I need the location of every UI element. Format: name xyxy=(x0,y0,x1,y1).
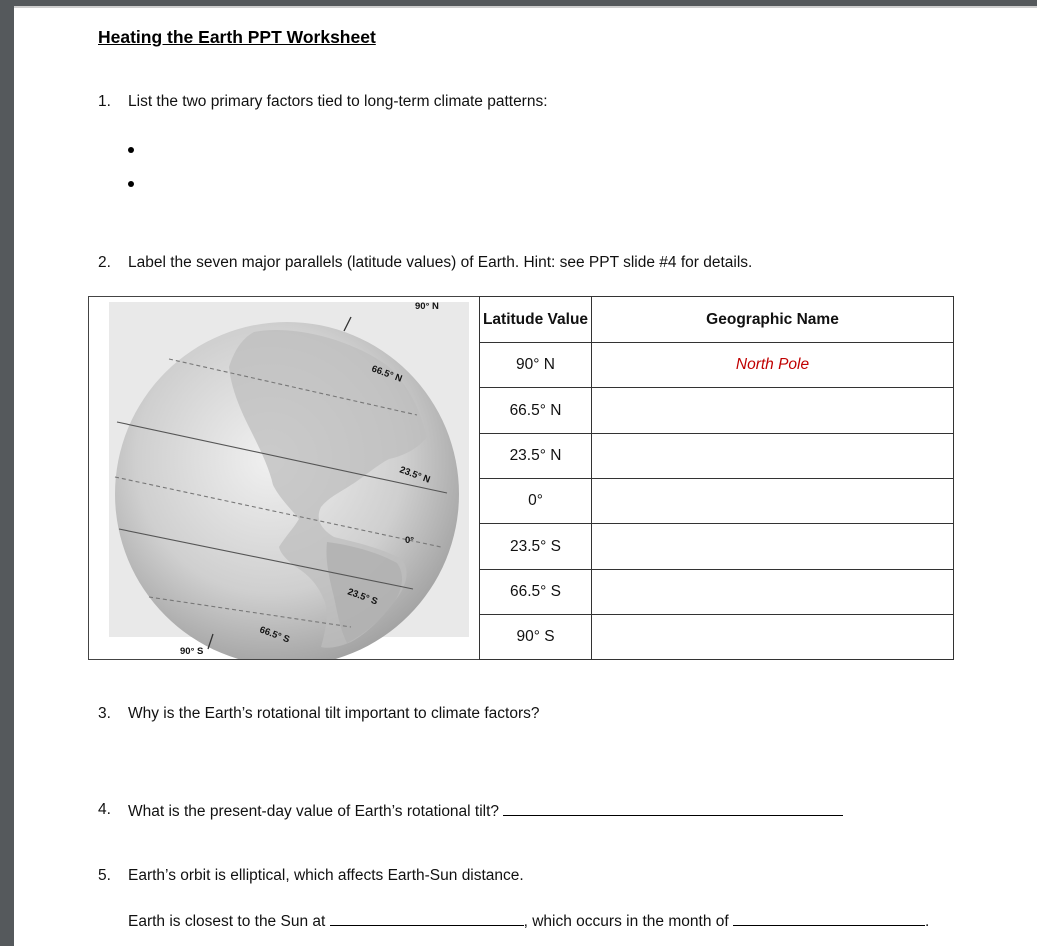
header-latitude-value: Latitude Value xyxy=(480,297,592,343)
globe-illustration xyxy=(89,297,481,659)
question-text: Why is the Earth’s rotational tilt important to climate factors? xyxy=(128,705,540,722)
table-row xyxy=(480,343,954,388)
table-row xyxy=(480,388,954,434)
table-row xyxy=(480,570,954,615)
table-header-row xyxy=(480,297,954,343)
latitude-cell: 66.5° S xyxy=(480,570,592,615)
table-row xyxy=(480,524,954,570)
label-equator: 0° xyxy=(405,535,415,546)
question-text: List the two primary factors tied to long-term climate patterns: xyxy=(128,93,548,110)
latitude-cell: 23.5° S xyxy=(480,524,592,570)
name-cell[interactable] xyxy=(592,479,954,524)
page-title: Heating the Earth PPT Worksheet xyxy=(98,27,376,47)
question-5-sentence xyxy=(128,911,929,931)
question-number: 4. xyxy=(98,801,111,818)
table-row xyxy=(480,615,954,660)
table-row xyxy=(480,434,954,479)
label-90n: 90° N xyxy=(415,301,439,312)
name-cell[interactable]: North Pole xyxy=(592,343,954,388)
latitude-cell: 23.5° N xyxy=(480,434,592,479)
latitude-cell: 90° S xyxy=(480,615,592,660)
answer-bullet-1 xyxy=(128,147,134,153)
name-cell[interactable] xyxy=(592,615,954,660)
name-cell[interactable] xyxy=(592,570,954,615)
label-66-5s: 66.5° S xyxy=(257,624,292,646)
sentence-end: . xyxy=(924,913,930,930)
question-4-line xyxy=(128,801,843,821)
table-row xyxy=(480,479,954,524)
question-text: Earth’s orbit is elliptical, which affects Earth-Sun distance. xyxy=(128,867,524,884)
label-66-5n: 66.5° N xyxy=(369,363,404,385)
answer-bullet-2 xyxy=(128,181,134,187)
question-number: 5. xyxy=(98,867,111,884)
globe-figure xyxy=(88,296,481,660)
question-number: 3. xyxy=(98,705,111,722)
question-text: What is the present-day value of Earth’s rotational tilt? xyxy=(128,803,500,820)
question-text: Label the seven major parallels (latitude values) of Earth. Hint: see PPT slide #4 for details. xyxy=(128,254,753,271)
label-23-5n: 23.5° N xyxy=(397,464,432,486)
header-geographic-name: Geographic Name xyxy=(592,297,954,343)
question-number: 2. xyxy=(98,254,111,271)
latitude-cell: 66.5° N xyxy=(480,388,592,434)
worksheet-page xyxy=(14,6,1037,946)
name-cell[interactable] xyxy=(592,388,954,434)
closest-text: Earth is closest to the Sun at xyxy=(128,913,326,930)
latitude-table xyxy=(479,296,954,660)
latitude-cell: 0° xyxy=(480,479,592,524)
name-cell[interactable] xyxy=(592,524,954,570)
name-cell[interactable] xyxy=(592,434,954,479)
month-text: , which occurs in the month of xyxy=(523,913,729,930)
closest-term-blank[interactable] xyxy=(330,911,524,926)
tilt-answer-blank[interactable] xyxy=(503,801,843,816)
label-90s: 90° S xyxy=(180,646,204,657)
question-number: 1. xyxy=(98,93,111,110)
latitude-cell: 90° N xyxy=(480,343,592,388)
page-top-border xyxy=(14,6,1037,8)
month-blank[interactable] xyxy=(733,911,925,926)
label-23-5s: 23.5° S xyxy=(345,586,380,608)
